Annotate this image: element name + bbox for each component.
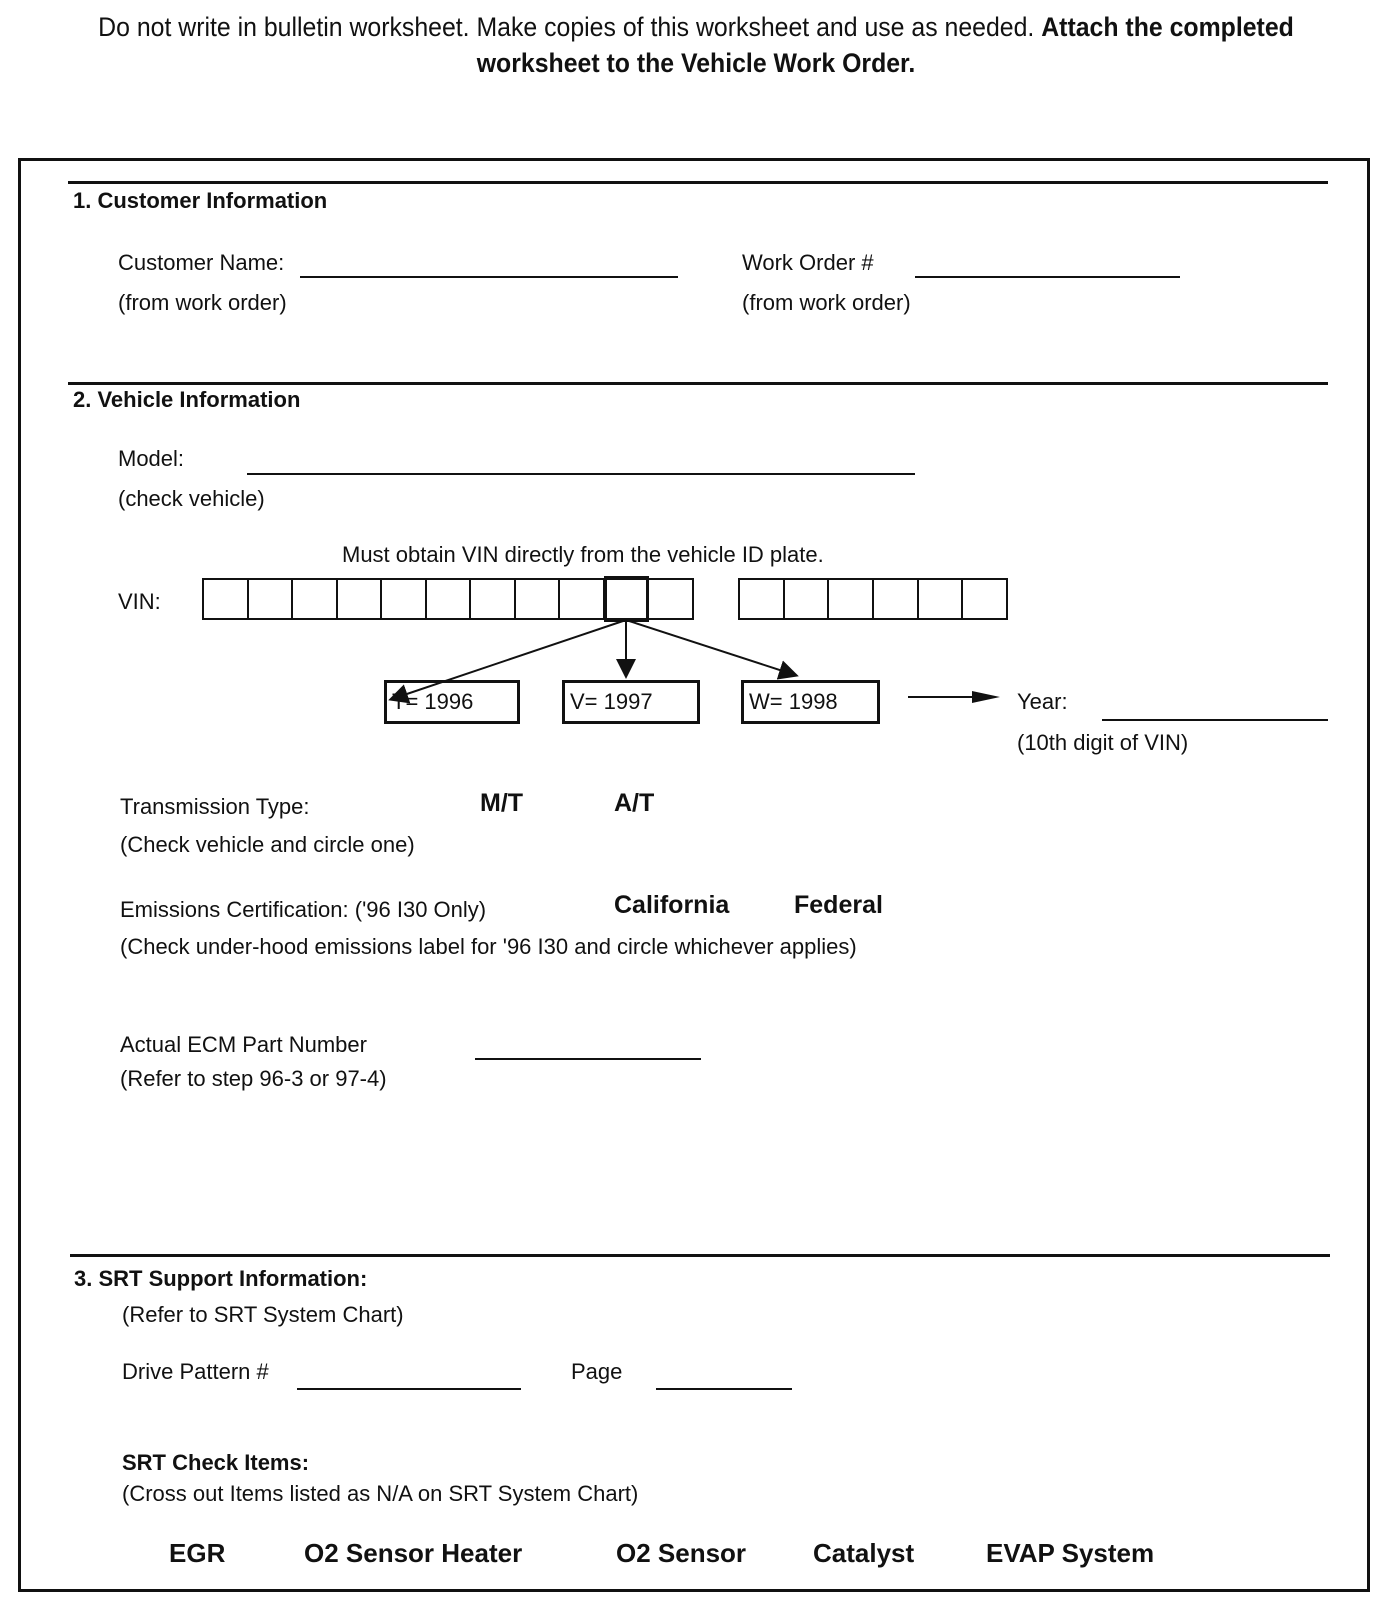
- arrow-to-1998: [626, 620, 795, 675]
- ecm-label: Actual ECM Part Number: [120, 1032, 367, 1057]
- header-attach-instruction: Attach the completed: [1041, 12, 1294, 42]
- year-field[interactable]: [1102, 719, 1328, 721]
- srt-item-evap-system[interactable]: EVAP System: [986, 1538, 1155, 1568]
- srt-subtitle: (Refer to SRT System Chart): [122, 1302, 404, 1327]
- section-2-title: 2. Vehicle Information: [73, 387, 301, 412]
- model-note: (check vehicle): [118, 486, 265, 511]
- year-label: Year:: [1017, 689, 1068, 714]
- customer-name-note: (from work order): [118, 290, 287, 315]
- year-code-1998: W= 1998: [741, 680, 880, 724]
- header-line-2: worksheet to the Vehicle Work Order.: [476, 48, 916, 78]
- section-3-title: 3. SRT Support Information:: [74, 1266, 368, 1291]
- emissions-option-federal[interactable]: Federal: [794, 891, 883, 919]
- emissions-option-california[interactable]: California: [614, 891, 730, 919]
- year-note: (10th digit of VIN): [1017, 730, 1189, 755]
- srt-check-items-title: SRT Check Items:: [122, 1450, 310, 1475]
- transmission-option-mt[interactable]: M/T: [480, 789, 524, 817]
- arrow-to-year-head: [972, 691, 1000, 703]
- ecm-note: (Refer to step 96-3 or 97-4): [120, 1066, 387, 1091]
- srt-item-egr[interactable]: EGR: [169, 1538, 226, 1568]
- srt-item-o2-sensor-heater[interactable]: O2 Sensor Heater: [304, 1538, 523, 1568]
- section-3-rule: [70, 1254, 1330, 1257]
- work-order-note: (from work order): [742, 290, 911, 315]
- ecm-part-number-field[interactable]: [475, 1058, 701, 1060]
- srt-item-o2-sensor[interactable]: O2 Sensor: [616, 1538, 747, 1568]
- header-instruction: Do not write in bulletin worksheet. Make copies of this worksheet and use as needed.: [98, 12, 1035, 42]
- transmission-label: Transmission Type:: [120, 794, 310, 819]
- page-field[interactable]: [656, 1388, 792, 1390]
- customer-name-label: Customer Name:: [118, 250, 285, 275]
- drive-pattern-label: Drive Pattern #: [122, 1359, 269, 1384]
- vin-label: VIN:: [118, 589, 161, 614]
- emissions-label: Emissions Certification: ('96 I30 Only): [120, 897, 487, 922]
- page-label: Page: [571, 1359, 623, 1384]
- transmission-option-at[interactable]: A/T: [614, 789, 655, 817]
- year-code-1996: T= 1996: [384, 680, 520, 724]
- section-1-title: 1. Customer Information: [73, 188, 328, 213]
- vin-note: Must obtain VIN directly from the vehicle ID plate.: [342, 542, 824, 567]
- emissions-note: (Check under-hood emissions label for '96 I30 and circle whichever applies): [120, 934, 857, 959]
- transmission-note: (Check vehicle and circle one): [120, 832, 415, 857]
- year-code-1997: V= 1997: [562, 680, 700, 724]
- model-label: Model:: [118, 446, 185, 471]
- work-order-label: Work Order #: [742, 250, 874, 275]
- srt-check-items-note: (Cross out Items listed as N/A on SRT System Chart): [122, 1481, 639, 1506]
- srt-item-catalyst[interactable]: Catalyst: [813, 1538, 915, 1568]
- drive-pattern-field[interactable]: [297, 1388, 521, 1390]
